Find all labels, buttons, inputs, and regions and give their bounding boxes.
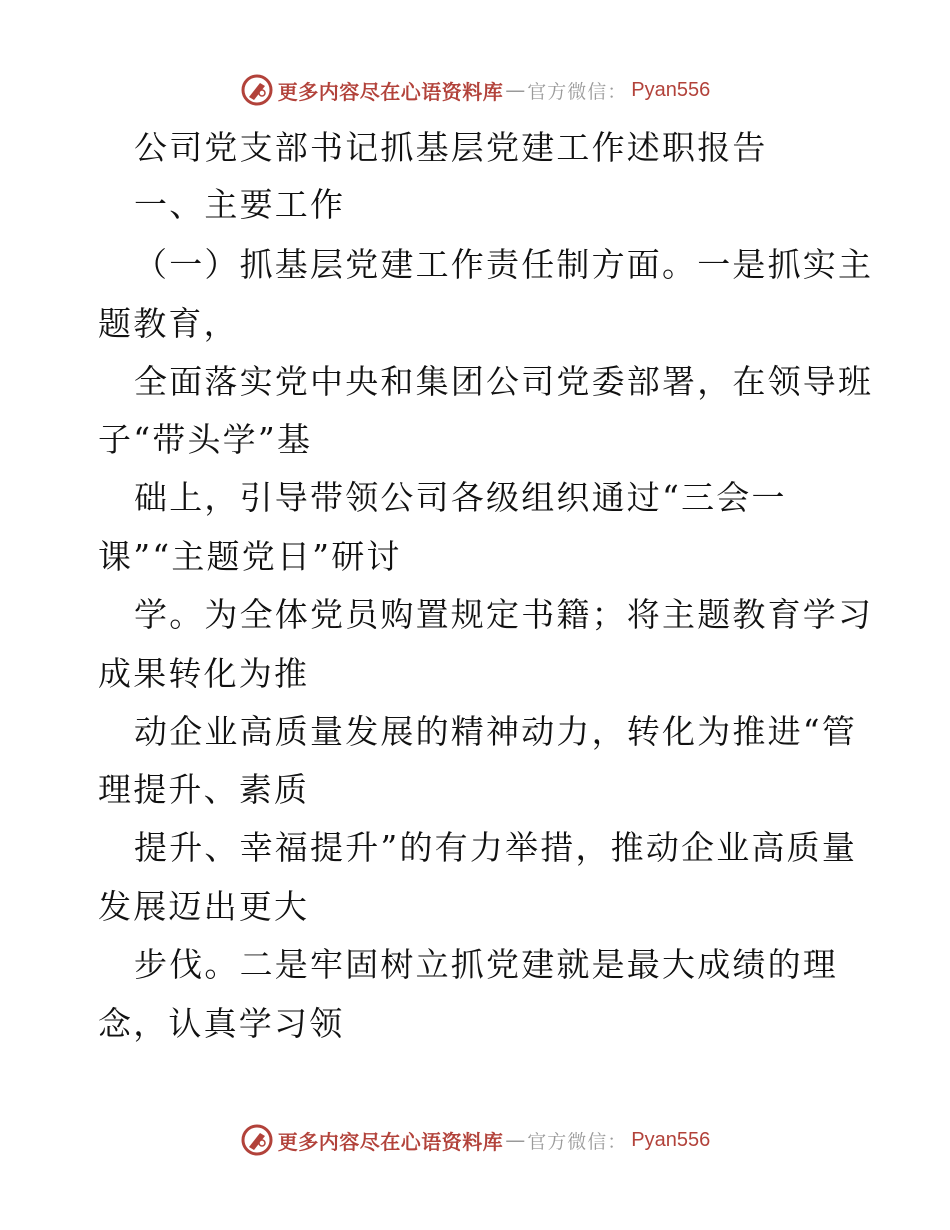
paragraph-line: 题教育， <box>98 304 239 343</box>
paragraph-line: 成果转化为推 <box>98 654 310 693</box>
library-logo-icon <box>240 1123 274 1157</box>
paragraph-line: 念，认真学习领 <box>98 1004 345 1043</box>
section-heading: 一、主要工作 <box>134 185 346 224</box>
document-title: 公司党支部书记抓基层党建工作述职报告 <box>134 128 768 167</box>
paragraph-line: 课”“主题党日”研讨 <box>98 537 402 576</box>
paragraph-line: 动企业高质量发展的精神动力，转化为推进“管 <box>134 712 858 751</box>
paragraph-line: 步伐。二是牢固树立抓党建就是最大成绩的理 <box>134 945 838 984</box>
paragraph-line: 提升、幸福提升”的有力举措，推动企业高质量 <box>134 828 858 867</box>
watermark-text: 更多内容尽在心语资料库 <box>277 1129 504 1154</box>
paragraph-line: 理提升、素质 <box>98 770 310 809</box>
paragraph-line: 全面落实党中央和集团公司党委部署，在领导班 <box>134 362 874 401</box>
watermark-separator: — <box>505 78 526 102</box>
library-logo-icon <box>240 73 274 107</box>
paragraph-line: 发展迈出更大 <box>98 887 310 926</box>
paragraph-line: 子“带头学”基 <box>98 420 313 459</box>
watermark-text: 更多内容尽在心语资料库 <box>277 79 504 104</box>
paragraph-line: 学。为全体党员购置规定书籍；将主题教育学习 <box>134 595 874 634</box>
watermark-wechat-label: 官方微信： <box>527 1130 628 1153</box>
watermark-wechat-id: Pyan556 <box>631 78 711 101</box>
header-watermark <box>0 68 950 112</box>
watermark-separator: — <box>505 1128 526 1152</box>
watermark-wechat-id: Pyan556 <box>631 1128 711 1151</box>
paragraph-line: 础上，引导带领公司各级组织通过“三会一 <box>134 478 787 517</box>
watermark-wechat-label: 官方微信： <box>527 80 628 103</box>
footer-watermark <box>0 1118 950 1162</box>
paragraph-line: （一）抓基层党建工作责任制方面。一是抓实主 <box>134 245 874 284</box>
